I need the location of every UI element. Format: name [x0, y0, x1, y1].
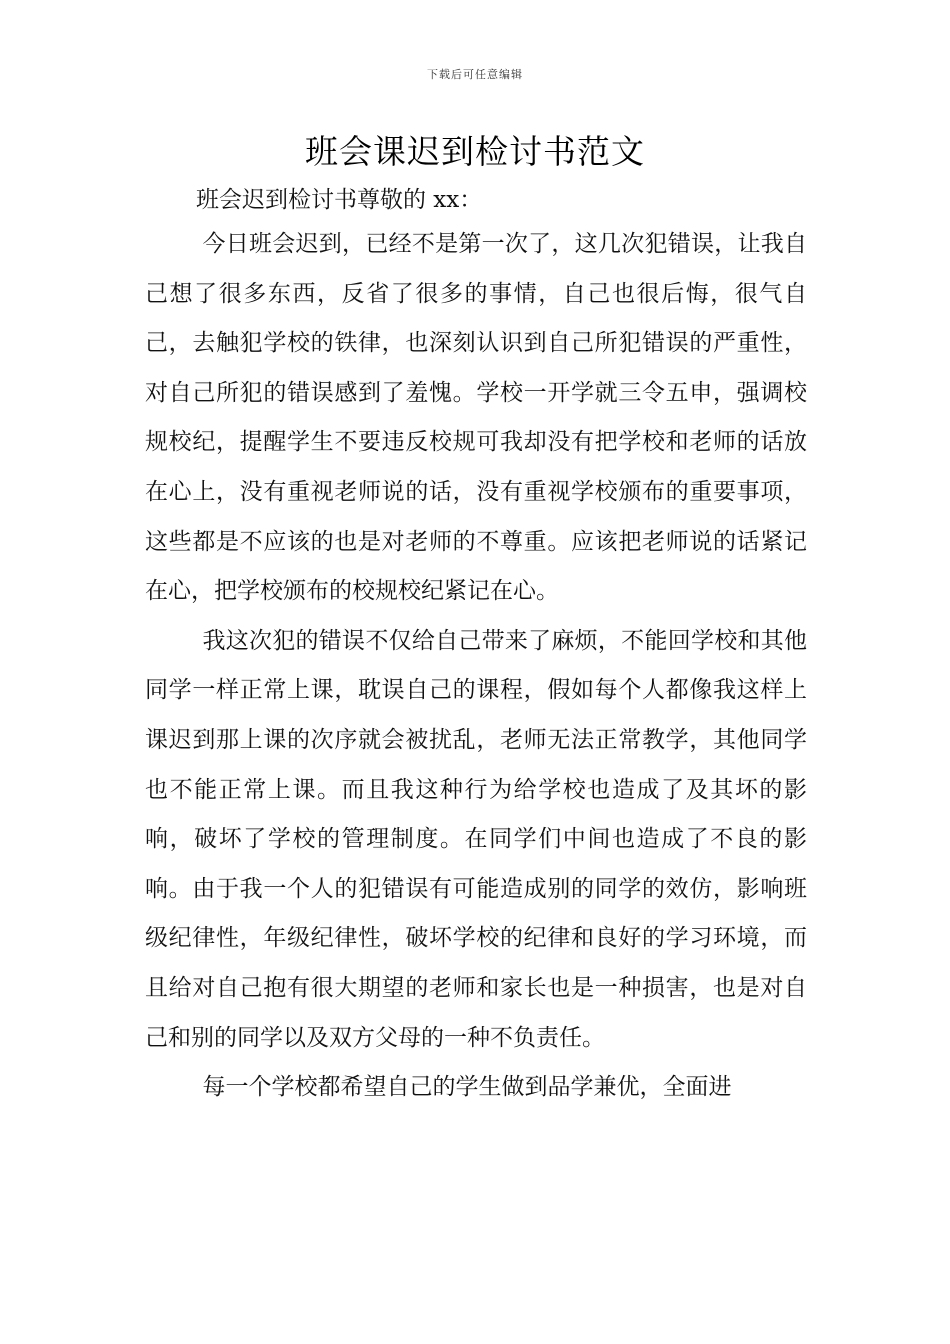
header-note: 下载后可任意编辑 [427, 68, 523, 81]
document-body [145, 220, 807, 1113]
paragraph-2: 我这次犯的错误不仅给自己带来了麻烦，不能回学校和其他同学一样正常上课，耽误自己的课程，假如每个人都像我这样上课迟到那上课的次序就会被扰乱，老师无法正常教学，其他同学也不能正常上课。而且我这种行为给学校也造成了及其坏的影响，破坏了学校的管理制度。在同学们中间也造成了不良的影响。由于我一个人的犯错误有可能造成别的同学的效仿，影响班级纪律性，年级纪律性，破坏学校的纪律和良好的学习环境，而且给对自己抱有很大期望的老师和家长也是一种损害，也是对自己和别的同学以及双方父母的一种不负责任。 [145, 627, 807, 1051]
document-title: 班会课迟到检讨书范文 [305, 132, 645, 171]
paragraph-1: 今日班会迟到，已经不是第一次了，这几次犯错误，让我自己想了很多东西，反省了很多的事情，自己也很后悔，很气自己，去触犯学校的铁律，也深刻认识到自己所犯错误的严重性，对自己所犯的错误感到了羞愧。学校一开学就三令五申，强调校规校纪，提醒学生不要违反校规可我却没有把学校和老师的话放在心上，没有重视老师说的话，没有重视学校颁布的重要事项，这些都是不应该的也是对老师的不尊重。应该把老师说的话紧记在心，把学校颁布的校规校纪紧记在心。 [145, 231, 807, 605]
paragraph-3: 每一个学校都希望自己的学生做到品学兼优，全面进 [202, 1074, 732, 1101]
salutation: 班会迟到检讨书尊敬的 xx： [196, 187, 483, 213]
